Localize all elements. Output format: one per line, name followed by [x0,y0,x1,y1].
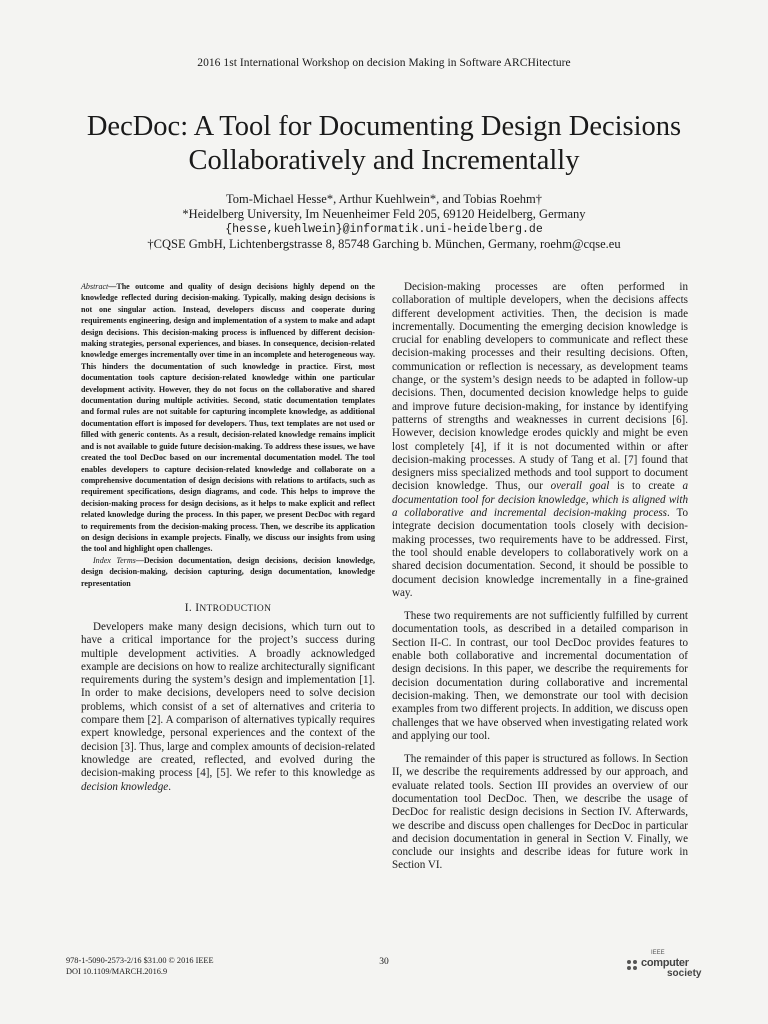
footer-isbn: 978-1-5090-2573-2/16 $31.00 © 2016 IEEE [66,956,214,965]
intro-paragraph-2: Decision-making processes are often performed in collaboration of multiple developers, when the decisions affects different development activities. Then, the decision is made incrementally. Documenting the emerging decision knowledge is crucial for enabling developers to communicate and reflect these decision-making processes and their resulting decisions. Often, communication or reflection is necessary, as development teams change, or the system’s design needs to be adapted in follow-up decisions. Then, documented decision knowledge helps to guide and improve future decision-making, for instance by identifying patterns of strengths and weaknesses in current decisions [6]. However, decision knowledge erodes quickly and might be even lost completely [4], if it is not documented within or after decision-making processes. A study of Tang et al. [7] found that designers miss specialized methods and tool support to document decision knowledge. Thus, our overall goal is to create a documentation tool for decision knowledge, which is aligned with a collaborative and incremental decision-making process. To integrate decision documentation tools closely with decision-making processes, two requirements have to be addressed. First, the tool should enable developers to collaboratively work on a shared decision documentation. Second, it should be possible to document decision knowledge incrementally in a fine-grained way. [392,281,688,599]
author-block [40,192,728,252]
author-names: Tom-Michael Hesse*, Arthur Kuehlwein*, and Tobias Roehm† [225,192,542,206]
affiliation-heidelberg: *Heidelberg University, Im Neuenheimer Feld 205, 69120 Heidelberg, Germany [182,207,586,221]
left-column [81,281,375,794]
paper-title [40,110,728,178]
logo-text-ieee: IEEE [651,950,665,956]
paper-title-line-1: DecDoc: A Tool for Documenting Design Decisions [86,111,682,142]
index-terms-label: Index Terms [93,555,136,565]
term-overall-goal: overall goal [550,480,610,493]
affiliation-cqse: †CQSE GmbH, Lichtenbergstrasse 8, 85748 Garching b. München, Germany, roehm@cqse.eu [147,237,621,251]
goal-statement: a documentation tool for decision knowledge, which is aligned with a collaborative and incremental decision-making process [392,480,688,520]
logo-text-computer: computer [641,957,689,969]
footer-doi: DOI 10.1109/MARCH.2016.9 [66,967,168,976]
page-number: 30 [379,957,389,967]
logo-text-society: society [667,968,702,979]
conference-header: 2016 1st International Workshop on decision Making in Software ARCHitecture [197,57,571,69]
right-column [392,281,688,873]
abstract-label: Abstract [81,282,109,291]
intro-paragraph-4: The remainder of this paper is structured as follows. In Section II, we describe the requirements addressed by our approach, and evaluate related tools. Section III provides an overview of our documentation tool DecDoc. Then, we describe the usage of DecDoc for realistic design decisions in Section IV. Afterwards, we describe and discuss open challenges for DecDoc in particular and decision documentation in general in Section V. Finally, we conclude our insights and describe ideas for future work in Section VI. [392,753,688,872]
intro-paragraph-3: These two requirements are not sufficiently fulfilled by current documentation tools, as described in a detailed comparison in Section II-C. In contrast, our tool DecDoc provides features to enable both collaborative and incremental documentation of design decisions. In this paper, we describe the requirements for decision documentation during collaborative and incremental decision-making. Then, we demonstrate our tool with decision examples from two different projects. In addition, we discuss open challenges that we have observed when investigating related work and applying our tool. [392,610,688,742]
section-heading-introduction: I. INTRODUCTION [184,601,272,614]
abstract-text: —The outcome and quality of design decisions highly depend on the knowledge reflected during decision-making. Typically, making design decisions is not one singular action. Instead, developers discuss and cooperate during requirements engineering, design and implementation of a system to make and adapt design decisions. This decision-making process is influenced by different decision-making strategies, personal experiences, and biases. In consequence, decision-related knowledge emerges incrementally over time in an incomplete and heterogeneous way. This hinders the documentation of such knowledge in practice. First, most documentation tools capture decision-related knowledge within one particular development activity. However, they do not focus on the collaborative and shared documentation during multiple activities. Second, static documentation templates and formal rules are not suitable for capturing incomplete knowledge, as additional documentation effort is imposed for developers. Thus, text templates are not used or filled with generic contents. As a result, decision-related knowledge remains implicit and is not available to guide future decision-making. To address these issues, we have created the tool DecDoc based on our incremental documentation model. The tool enables developers to capture decision-related knowledge and collaborate on a comprehensive documentation of design decisions with relations to artifacts, such as requirement specifications, design diagrams, and code. This helps to improve the decision-making process for design decisions, as it helps to make explicit and reflect related knowledge during the process. In this paper, we present DecDoc with regard to requirements from the decision-making process. Then, we describe its application on design decisions in example projects. Finally, we discuss our insights from using the tool and highlight open challenges. [81,282,375,554]
index-terms-text: —Decision documentation, design decisions, decision knowledge, design decision-making, decision capturing, design documentation, knowledge representation [81,555,375,588]
author-emails: {hesse,kuehlwein}@informatik.uni-heidelberg.de [225,223,543,236]
paper-title-line-2: Collaboratively and Incrementally [188,145,580,176]
intro-paragraph-1: Developers make many design decisions, which turn out to have a critical importance for the project’s success during multiple development activities. A broadly acknowledged example are decisions on how to realize architecturally significant requirements during the system’s design and implementation [1]. In order to make decisions, developers need to solve decision problems, which consist of a set of alternatives and criteria to compare them [2]. A comparison of alternatives typically requires expert knowledge, personal experiences and the context of the decision [3]. Thus, large and complex amounts of decision-related knowledge are created, reflected, and evolved during the decision-making process [4], [5]. We refer to this knowledge as decision knowledge. [81,620,375,793]
term-decision-knowledge: decision knowledge [81,780,169,793]
index-terms [81,555,375,589]
ieee-computer-society-logo [627,950,707,982]
abstract [81,281,375,555]
logo-dots-icon [627,960,639,972]
